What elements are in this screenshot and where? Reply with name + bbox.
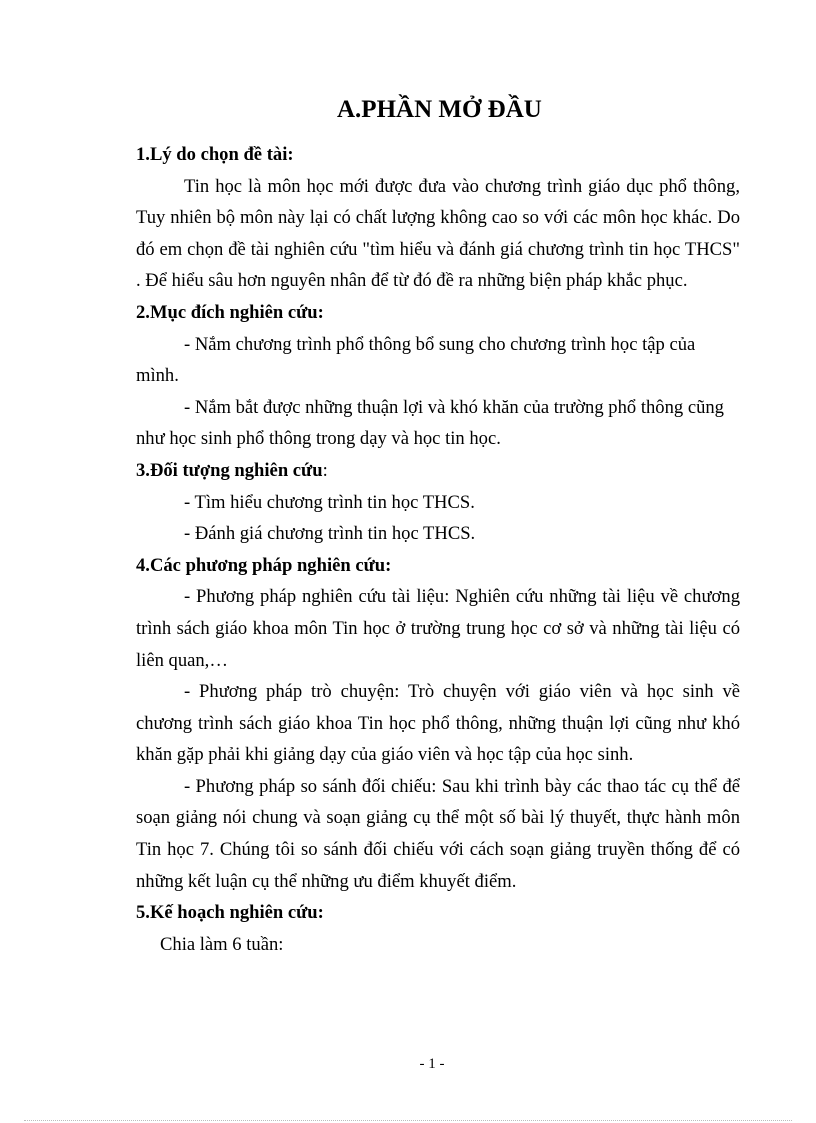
section-heading-3-colon: : <box>322 459 328 481</box>
section-heading-2: 2.Mục đích nghiên cứu: <box>136 301 324 323</box>
section-heading-5: 5.Kế hoạch nghiên cứu: <box>136 902 324 924</box>
section-1-paragraph-1: Tin học là môn học mới được đưa vào chương trình giáo dục phổ thông, Tuy nhiên bộ môn này lại có chất lượng không cao so với các môn học khác. Do đó em chọn đề tài nghiên cứu "tìm hiểu và đánh giá chương trình tin học THCS" . Để hiểu sâu hơn nguyên nhân để từ đó đề ra những biện pháp khắc phục. <box>136 175 740 292</box>
title-block <box>0 96 816 124</box>
section-heading-3-text: 3.Đối tượng nghiên cứu <box>136 459 323 481</box>
section-4-paragraph-1: - Phương pháp nghiên cứu tài liệu: Nghiên cứu những tài liệu về chương trình sách giáo khoa môn Tin học ở trường trung học cơ sở và những tài liệu có liên quan,… <box>136 586 740 671</box>
section-2-paragraph-1: - Nắm chương trình phổ thông bổ sung cho chương trình học tập của mình. <box>136 333 696 387</box>
section-heading-4: 4.Các phương pháp nghiên cứu: <box>136 554 392 576</box>
section-3-paragraph-2: - Đánh giá chương trình tin học THCS. <box>184 523 476 545</box>
section-heading-1: 1.Lý do chọn đề tài: <box>136 144 294 165</box>
section-3-paragraph-1: - Tìm hiểu chương trình tin học THCS. <box>184 491 475 513</box>
section-2-paragraph-2: - Nắm bắt được những thuận lợi và khó khăn của trường phổ thông cũng như học sinh phổ thông trong dạy và học tin học. <box>136 396 724 450</box>
section-heading-3 <box>136 455 740 487</box>
document-body <box>136 139 740 960</box>
page-number: - 1 - <box>419 1056 445 1072</box>
page-title: A.PHẦN MỞ ĐẦU <box>337 96 542 123</box>
section-5-paragraph-1: Chia làm 6 tuần: <box>160 933 284 955</box>
section-4-paragraph-2: - Phương pháp trò chuyện: Trò chuyện với giáo viên và học sinh về chương trình sách giáo khoa Tin học phổ thông, những thuận lợi cũng như khó khăn gặp phải khi giảng dạy của giáo viên và học tập của học sinh. <box>136 681 740 766</box>
page-bottom-divider <box>24 1120 792 1121</box>
section-4-paragraph-3: - Phương pháp so sánh đối chiếu: Sau khi trình bày các thao tác cụ thể để soạn giảng nói chung và soạn giảng cụ thể một số bài lý thuyết, thực hành môn Tin học 7. Chúng tôi so sánh đối chiếu với cách soạn giảng truyền thống để có những kết luận cụ thể những ưu điểm khuyết điểm. <box>136 775 740 892</box>
